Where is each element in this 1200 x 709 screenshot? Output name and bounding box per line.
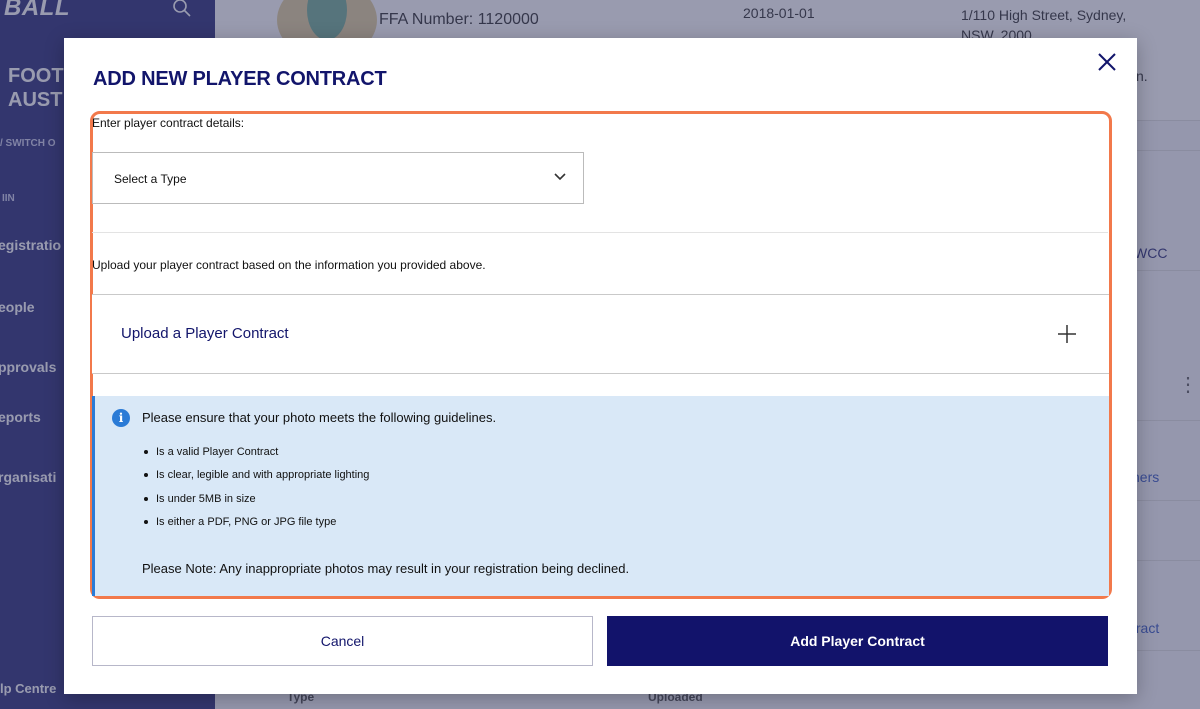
add-player-contract-button[interactable]: Add Player Contract — [607, 616, 1108, 666]
guideline-item: Is a valid Player Contract — [142, 446, 369, 469]
cancel-button[interactable]: Cancel — [92, 616, 593, 666]
select-value: Select a Type — [114, 172, 187, 186]
close-icon[interactable] — [1094, 49, 1120, 75]
guidelines-info-box — [92, 396, 1109, 596]
modal-title: ADD NEW PLAYER CONTRACT — [93, 68, 387, 90]
chevron-down-icon — [552, 169, 568, 185]
guidelines-list — [142, 446, 369, 539]
info-icon: i — [112, 409, 130, 427]
divider — [92, 232, 1108, 233]
guidelines-note: Please Note: Any inappropriate photos may result in your registration being declined. — [142, 561, 630, 576]
add-contract-modal — [64, 38, 1137, 694]
upload-instruction: Upload your player contract based on the information you provided above. — [92, 258, 486, 272]
guideline-item: Is clear, legible and with appropriate lighting — [142, 469, 369, 492]
contract-type-select[interactable] — [92, 152, 584, 204]
guidelines-title: Please ensure that your photo meets the following guidelines. — [142, 410, 497, 425]
guideline-item: Is under 5MB in size — [142, 493, 369, 516]
upload-title: Upload a Player Contract — [121, 325, 289, 342]
guideline-item: Is either a PDF, PNG or JPG file type — [142, 516, 369, 539]
upload-contract-accordion[interactable] — [92, 294, 1109, 374]
plus-icon — [1057, 324, 1077, 344]
details-label: Enter player contract details: — [92, 116, 245, 130]
